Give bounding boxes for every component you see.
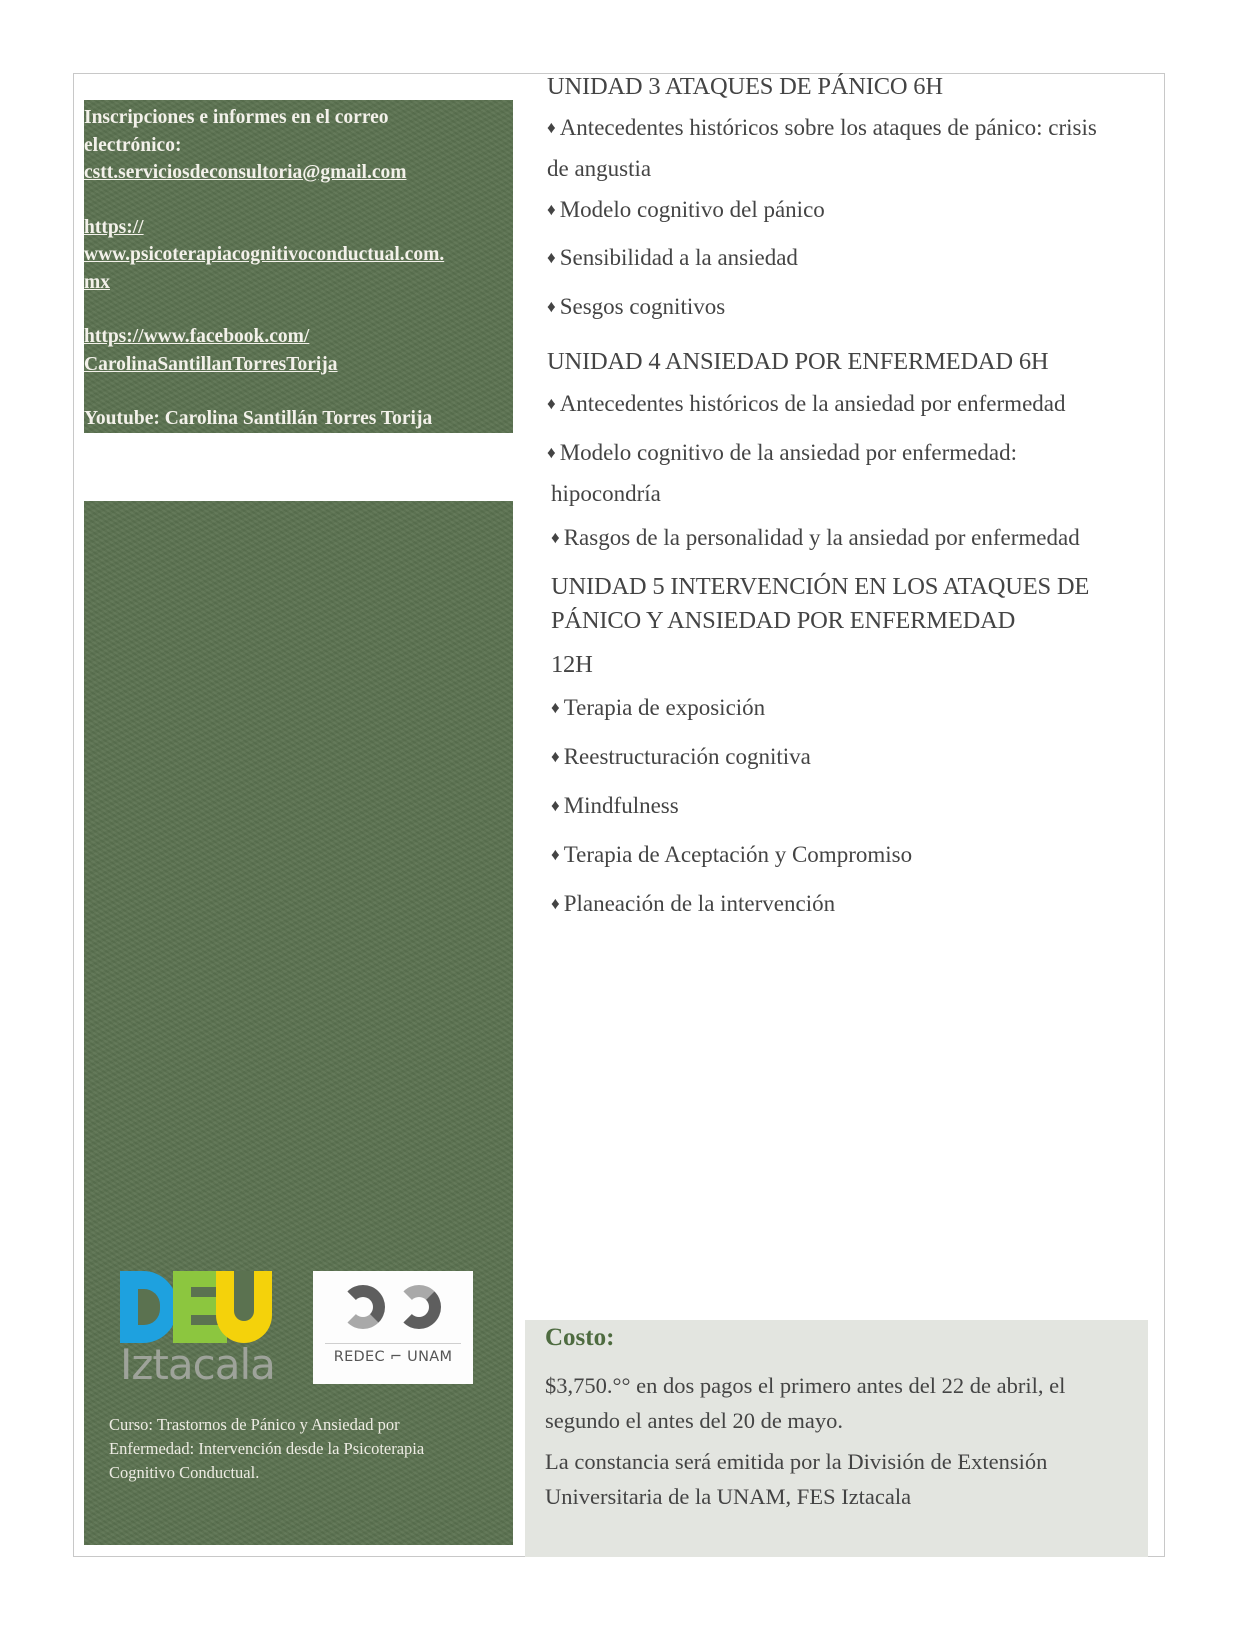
caption-line: Cognitivo Conductual. xyxy=(109,1463,260,1482)
course-caption xyxy=(109,1413,489,1485)
list-item xyxy=(551,891,835,917)
cost-title: Costo: xyxy=(545,1324,615,1351)
payment-text: $3,750.°° en dos pagos el primero antes del 22 de abril, el xyxy=(545,1373,1066,1398)
list-item xyxy=(551,695,765,721)
diamond-bullet-icon: ♦ xyxy=(547,248,556,267)
cost-box xyxy=(525,1320,1148,1557)
email-link[interactable]: cstt.serviciosdeconsultoria@gmail.com xyxy=(84,162,407,183)
list-item-text: Rasgos de la personalidad y la ansiedad por enfermedad xyxy=(563,525,1080,550)
diamond-bullet-icon: ♦ xyxy=(547,297,556,316)
deu-letters-icon xyxy=(120,1271,280,1346)
list-item xyxy=(547,197,825,223)
list-item xyxy=(547,440,1017,466)
logos-row xyxy=(120,1271,500,1391)
unit-5-heading: UNIDAD 5 INTERVENCIÓN EN LOS ATAQUES DE xyxy=(551,573,1090,600)
list-item-text: Mindfulness xyxy=(563,793,679,818)
list-item xyxy=(551,744,811,770)
course-panel xyxy=(84,501,513,1545)
diamond-bullet-icon: ♦ xyxy=(551,894,560,913)
list-item xyxy=(547,115,1097,141)
unit-4-heading: UNIDAD 4 ANSIEDAD POR ENFERMEDAD 6H xyxy=(547,348,1049,375)
diamond-bullet-icon: ♦ xyxy=(551,747,560,766)
diamond-bullet-icon: ♦ xyxy=(551,845,560,864)
list-item xyxy=(551,793,679,819)
website-link-part1[interactable]: https:// xyxy=(84,216,144,238)
certificate-text: La constancia será emitida por la División de Extensión xyxy=(545,1449,1048,1474)
unit-5-hours: 12H xyxy=(551,651,593,678)
list-item-text: Modelo cognitivo del pánico xyxy=(559,197,825,222)
list-item-text: Antecedentes históricos de la ansiedad por enfermedad xyxy=(559,391,1066,416)
payment-text-cont: segundo el antes del 20 de mayo. xyxy=(545,1408,844,1433)
diamond-bullet-icon: ♦ xyxy=(547,443,556,462)
list-item-text: Sensibilidad a la ansiedad xyxy=(559,245,798,270)
list-item-continued: hipocondría xyxy=(551,481,661,506)
deu-iztacala-logo xyxy=(120,1271,280,1389)
unit-5-heading-cont: PÁNICO Y ANSIEDAD POR ENFERMEDAD xyxy=(551,607,1016,634)
unit-3-heading: UNIDAD 3 ATAQUES DE PÁNICO 6H xyxy=(547,73,943,100)
list-item xyxy=(547,294,725,320)
list-item xyxy=(551,525,1080,551)
list-item-text: Terapia de exposición xyxy=(563,695,766,720)
list-item-text: Modelo cognitivo de la ansiedad por enfermedad: xyxy=(559,440,1017,465)
youtube-channel: Youtube: Carolina Santillán Torres Torija xyxy=(84,408,433,429)
caption-line: Enfermedad: Intervención desde la Psicoterapia xyxy=(109,1439,425,1458)
contact-panel xyxy=(84,100,513,433)
contact-intro-2: electrónico: xyxy=(84,134,182,156)
facebook-link-part1[interactable]: https://www.facebook.com/ xyxy=(84,326,310,347)
diamond-bullet-icon: ♦ xyxy=(547,200,556,219)
list-item-text: Reestructuración cognitiva xyxy=(563,744,811,769)
list-item xyxy=(547,245,798,271)
website-link-part2[interactable]: www.psicoterapiacognitivoconductual.com. xyxy=(84,244,445,265)
list-item-text: Planeación de la intervención xyxy=(563,891,836,916)
list-item-text: Terapia de Aceptación y Compromiso xyxy=(563,842,913,867)
list-item-text: Sesgos cognitivos xyxy=(559,294,726,319)
diamond-bullet-icon: ♦ xyxy=(551,698,560,717)
certificate-text-cont: Universitaria de la UNAM, FES Iztacala xyxy=(545,1484,912,1509)
diamond-bullet-icon: ♦ xyxy=(551,528,560,547)
list-item-text: Antecedentes históricos sobre los ataques de pánico: crisis xyxy=(559,115,1097,140)
list-item-continued: de angustia xyxy=(547,156,652,181)
redec-rings-icon xyxy=(341,1285,445,1337)
diamond-bullet-icon: ♦ xyxy=(547,118,556,137)
caption-line: Curso: Trastornos de Pánico y Ansiedad por xyxy=(109,1415,400,1434)
redec-label: REDEC ⌐ UNAM xyxy=(333,1349,453,1365)
diamond-bullet-icon: ♦ xyxy=(551,796,560,815)
website-link-part3[interactable]: mx xyxy=(84,271,110,293)
redec-unam-logo xyxy=(313,1271,473,1384)
list-item xyxy=(551,842,912,868)
facebook-link-part2[interactable]: CarolinaSantillanTorresTorija xyxy=(84,353,338,375)
contact-intro: Inscripciones e informes en el correo xyxy=(84,107,389,128)
deu-subtitle: Iztacala xyxy=(120,1340,275,1389)
list-item xyxy=(547,391,1066,417)
diamond-bullet-icon: ♦ xyxy=(547,394,556,413)
